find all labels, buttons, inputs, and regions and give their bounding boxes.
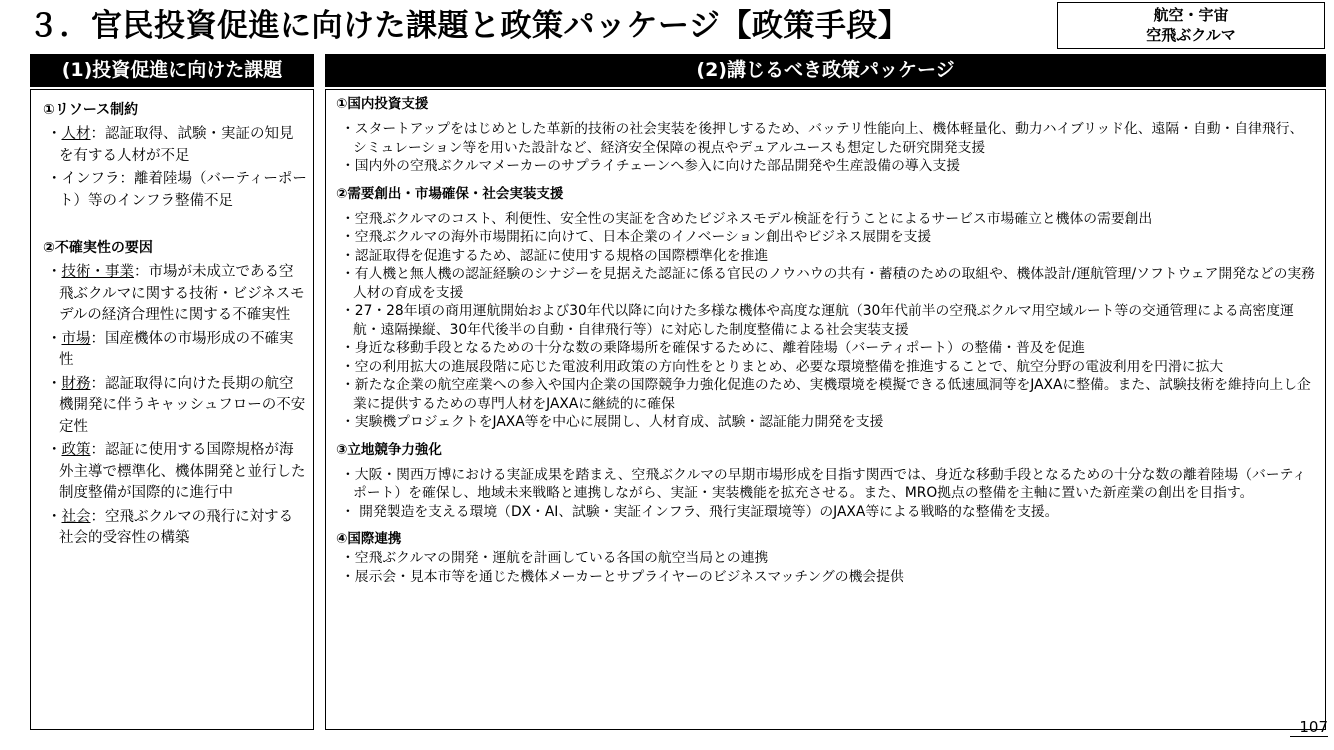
policy-item: ・空飛ぶクルマの海外市場開拓に向けて、日本企業のイノベーション創出やビジネス展開を支援	[341, 229, 932, 245]
policy-item: ・新たな企業の航空産業への参入や国内企業の国際競争力強化促進のため、実機環境を模擬できる低速風洞等をJAXAに整備。また、試験技術を維持向上し企業に提供するための専門人材をJAXAに継続的に確保	[341, 377, 1311, 412]
policy-item: ・空飛ぶクルマの開発・運航を計画している各国の航空当局との連携	[341, 550, 769, 566]
policy-item: ・実験機プロジェクトをJAXA等を中心に展開し、人材育成、試験・認証能力開発を支援	[341, 414, 884, 430]
category-tag	[1057, 2, 1325, 49]
issue-text: ：国産機体の市場形成の不確実性	[59, 330, 294, 368]
issue-item: ・政策：認証に使用する国際規格が海外主導で標準化、機体開発と並行した制度整備が国際的に進行中	[47, 442, 306, 501]
issues-panel	[30, 89, 314, 730]
policy-item: ・身近な移動手段となるための十分な数の乗降場所を確保するために、離着陸場（バーティポート）の整備・普及を促進	[341, 340, 1085, 356]
issue-label: 財務	[61, 375, 91, 392]
page-title: ３．官民投資促進に向けた課題と政策パッケージ【政策手段】	[28, 8, 910, 44]
issue-label: インフラ：離着陸場（バーティーポート）等のインフラ整備不足	[59, 171, 307, 209]
issue-item: ・技術・事業：市場が未成立である空飛ぶクルマに関する技術・ビジネスモデルの経済合理性に関する不確実性	[47, 264, 305, 323]
policy-section-heading: ③立地競争力強化	[336, 441, 442, 458]
policy-item: ・認証取得を促進するため、認証に使用する規格の国際標準化を推進	[341, 247, 769, 264]
issue-label: 人材	[61, 126, 91, 142]
policy-item: ・空飛ぶクルマのコスト、利便性、安全性の実証を含めたビジネスモデル検証を行うことによるサービス市場確立と機体の需要創出	[341, 210, 1153, 227]
issue-item: ・社会：空飛ぶクルマの飛行に対する社会的受容性の構築	[47, 508, 294, 546]
issue-text: ：市場が未成立である空飛ぶクルマに関する技術・ビジネスモデルの経済合理性に関する不確実性	[59, 264, 305, 323]
policy-section-heading: ①国内投資支援	[336, 96, 429, 112]
policy-item: ・国内外の空飛ぶクルマメーカーのサプライチェーンへ参入に向けた部品開発や生産設備の導入支援	[341, 158, 961, 174]
issue-label: 市場	[61, 330, 91, 347]
right-column-header: (2)講じるべき政策パッケージ	[325, 54, 1326, 87]
issue-text: ：認証取得、試験・実証の知見を有する人材が不足	[59, 126, 294, 164]
policy-item: ・展示会・見本市等を通じた機体メーカーとサプライヤーのビジネスマッチングの機会提供	[341, 568, 904, 585]
issue-label: 政策	[61, 442, 91, 458]
policy-item: ・スタートアップをはじめとした革新的技術の社会実装を後押しするため、バッテリ性能向上、機体軽量化、動力ハイブリッド化、遠隔・自動・自律飛行、シミュレーション等を用いた設計など、経済安全保障の視点やデュアルユースも想定した研究開発支援	[341, 121, 1304, 156]
policy-item: ・ 開発製造を支える環境（DX・AI、試験・実証インフラ、飛行実証環境等）のJAXA等による戦略的な整備を支援。	[341, 503, 1059, 520]
issue-label: 技術・事業	[61, 264, 134, 280]
policy-section-heading: ②需要創出・市場確保・社会実装支援	[336, 185, 564, 202]
issue-item: ・人材：認証取得、試験・実証の知見を有する人材が不足	[47, 126, 294, 164]
issue-section-heading: ①リソース制約	[43, 102, 139, 118]
issue-text: ：認証取得に向けた長期の航空機開発に伴うキャッシュフローの不安定性	[59, 375, 306, 435]
category-tag-line1: 航空・宇宙	[1153, 6, 1229, 24]
page-number: 107	[1290, 718, 1328, 737]
issue-text: ：認証に使用する国際規格が海外主導で標準化、機体開発と並行した制度整備が国際的に進行中	[59, 442, 306, 501]
issue-label: 社会	[61, 508, 91, 525]
policy-item: ・有人機と無人機の認証経験のシナジーを見据えた認証に係る官民のノウハウの共有・蓄積のための取組や、機体設計/運航管理/ソフトウェア開発などの実務人材の育成を支援	[341, 266, 1315, 301]
issue-item: ・インフラ：離着陸場（バーティーポート）等のインフラ整備不足	[47, 171, 307, 209]
category-tag-line2: 空飛ぶクルマ	[1146, 26, 1236, 44]
issue-item: ・市場：国産機体の市場形成の不確実性	[47, 330, 294, 368]
issue-item: ・財務：認証取得に向けた長期の航空機開発に伴うキャッシュフローの不安定性	[47, 375, 306, 435]
left-column-header: (1)投資促進に向けた課題	[30, 54, 314, 87]
policy-panel	[325, 89, 1326, 730]
policy-item: ・大阪・関西万博における実証成果を踏まえ、空飛ぶクルマの早期市場形成を目指す関西では、身近な移動手段となるための十分な数の離着陸場（バーティポート）を確保し、地域未来戦略と連携しながら、実証・実装機能を拡充させる。また、MRO拠点の整備を主軸に置いた新産業の創出を目指す。	[341, 466, 1307, 501]
issue-section-heading: ②不確実性の要因	[43, 240, 153, 256]
policy-item: ・27・28年頃の商用運航開始および30年代以降に向けた多様な機体や高度な運航（30年代前半の空飛ぶクルマ用空域ルート等の交通管理による高密度運航・遠隔操縦、30年代後半の自動・自律飛行等）に対応した制度整備による社会実装支援	[341, 303, 1294, 338]
issue-text: ：空飛ぶクルマの飛行に対する社会的受容性の構築	[59, 508, 294, 546]
policy-section-heading: ④国際連携	[336, 531, 402, 547]
policy-item: ・空の利用拡大の進展段階に応じた電波利用政策の方向性をとりまとめ、必要な環境整備を推進することで、航空分野の電波利用を円滑に拡大	[341, 358, 1224, 375]
